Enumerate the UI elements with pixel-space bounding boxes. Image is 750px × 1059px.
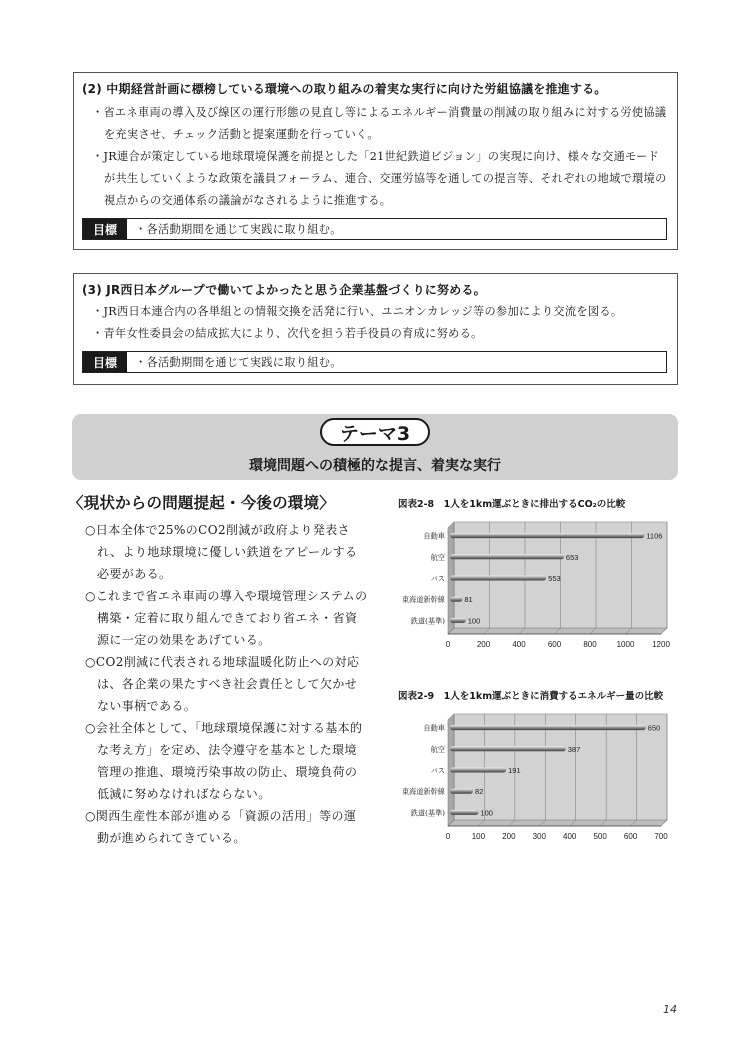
box-2-target bbox=[82, 218, 667, 240]
category-label: 鉄道(基準) bbox=[410, 808, 445, 818]
issues-heading: 〈現状からの問題提起・今後の環境〉 bbox=[68, 494, 335, 512]
box-3-target bbox=[82, 351, 667, 373]
bar bbox=[450, 725, 646, 730]
box-3-bullet-1: ・JR西日本連合内の各単組との情報交換を活発に行い、ユニオンカレッジ等の参加により交流を図る。 bbox=[92, 305, 623, 318]
tick-label: 200 bbox=[476, 640, 491, 649]
bar bbox=[450, 554, 564, 559]
target-text: ・各活動期間を通じて実践に取り組む。 bbox=[135, 356, 342, 369]
data-label: 100 bbox=[467, 616, 481, 626]
category-label: 鉄道(基準) bbox=[410, 616, 445, 626]
bar bbox=[450, 597, 462, 602]
tick-label: 200 bbox=[502, 832, 516, 841]
issue-item: ○CO2削減に代表される地球温暖化防止への対応は、各企業の果たすべき社会責任として欠かせない事柄である。 bbox=[85, 655, 360, 713]
chart-floor bbox=[448, 820, 667, 826]
category-label: 東海道新幹線 bbox=[401, 787, 445, 797]
chart-co2-svg bbox=[398, 516, 688, 656]
data-label: 191 bbox=[508, 766, 521, 775]
chart-energy-svg bbox=[398, 708, 688, 848]
tick-label: 500 bbox=[593, 832, 607, 841]
target-label: 目標 bbox=[83, 219, 127, 239]
category-label: 自動車 bbox=[423, 723, 445, 733]
category-label: 東海道新幹線 bbox=[401, 595, 445, 605]
bar bbox=[450, 768, 506, 773]
issue-item: ○これまで省エネ車両の導入や環境管理システムの構築・定着に取り組んできており省エネ・省資源に一定の効果をあげている。 bbox=[85, 589, 368, 647]
chart-energy bbox=[398, 688, 683, 841]
theme-label: テーマ3 bbox=[320, 418, 430, 446]
bar bbox=[450, 618, 466, 623]
page-number: 14 bbox=[663, 1003, 677, 1016]
tick-label: 300 bbox=[532, 832, 546, 841]
tick-label: 1200 bbox=[652, 640, 670, 649]
chart-co2 bbox=[398, 496, 683, 649]
issue-item: ○日本全体で25%のCO2削減が政府より発表され、より地球環境に優しい鉄道をアピールする必要がある。 bbox=[85, 523, 358, 581]
theme-banner bbox=[72, 414, 678, 480]
data-label: 82 bbox=[474, 787, 484, 797]
bar bbox=[450, 789, 473, 794]
issue-item: ○会社全体として、「地球環境保護に対する基本的な考え方」を定め、法令遵守を基本とした環境管理の推進、環境汚染事故の防止、環境負荷の低減に努めなければならない。 bbox=[85, 721, 363, 801]
category-label: 航空 bbox=[430, 552, 445, 562]
box-2-title: (2) 中期経営計画に標榜している環境への取り組みの着実な実行に向けた労組協議を推進する。 bbox=[82, 82, 607, 96]
target-text: ・各活動期間を通じて実践に取り組む。 bbox=[135, 223, 342, 236]
target-label: 目標 bbox=[83, 352, 127, 372]
bar bbox=[450, 746, 566, 751]
box-2-bullet-2: ・JR連合が策定している地球環境保護を前提とした「21世紀鉄道ビジョン」の実現に向け、様々な交通モードが共生していくような政策を議員フォーラム、連合、交運労協等を通しての提言等、それぞれの地域で環境の視点からの交通体系の議論がなされるように推進する。 bbox=[92, 150, 667, 207]
issue-item: ○関西生産性本部が進める「資源の活用」等の運動が進められてきている。 bbox=[85, 809, 357, 845]
category-label: バス bbox=[430, 574, 445, 583]
tick-label: 800 bbox=[583, 640, 597, 649]
box-3-bullet-2: ・青年女性委員会の結成拡大により、次代を担う若手役員の育成に努める。 bbox=[92, 327, 483, 340]
category-label: バス bbox=[430, 766, 445, 775]
tick-label: 400 bbox=[563, 832, 577, 841]
box-3-title: (3) JR西日本グループで働いてよかったと思う企業基盤づくりに努める。 bbox=[82, 283, 486, 297]
category-label: 航空 bbox=[430, 744, 445, 754]
data-label: 650 bbox=[647, 723, 661, 733]
issues-column bbox=[68, 491, 368, 849]
section-box-3 bbox=[73, 273, 678, 385]
data-label: 553 bbox=[548, 574, 561, 583]
section-box-2 bbox=[73, 72, 678, 250]
chart-title: 図表2-9 1人を1km運ぶときに消費するエネルギー量の比較 bbox=[398, 691, 664, 702]
tick-label: 600 bbox=[547, 640, 562, 649]
tick-label: 0 bbox=[445, 640, 451, 649]
data-label: 81 bbox=[464, 595, 473, 605]
chart-title: 図表2-8 1人を1km運ぶときに排出するCO₂の比較 bbox=[398, 499, 626, 510]
bar bbox=[450, 576, 546, 581]
tick-label: 0 bbox=[445, 832, 451, 841]
bar bbox=[450, 533, 644, 538]
data-label: 387 bbox=[567, 744, 581, 754]
tick-label: 100 bbox=[471, 832, 486, 841]
tick-label: 400 bbox=[512, 640, 526, 649]
tick-label: 700 bbox=[654, 832, 668, 841]
tick-label: 600 bbox=[623, 832, 638, 841]
bar bbox=[450, 810, 478, 815]
data-label: 1106 bbox=[646, 531, 663, 541]
category-label: 自動車 bbox=[423, 531, 445, 541]
data-label: 100 bbox=[480, 808, 493, 818]
data-label: 653 bbox=[565, 552, 579, 562]
theme-subtitle: 環境問題への積極的な提言、着実な実行 bbox=[249, 458, 501, 474]
box-2-bullet-1: ・省エネ車両の導入及び線区の運行形態の見直し等によるエネルギー消費量の削減の取り組みに対する労使協議を充実させ、チェック活動と提案運動を行っていく。 bbox=[92, 106, 667, 141]
tick-label: 1000 bbox=[616, 640, 635, 649]
